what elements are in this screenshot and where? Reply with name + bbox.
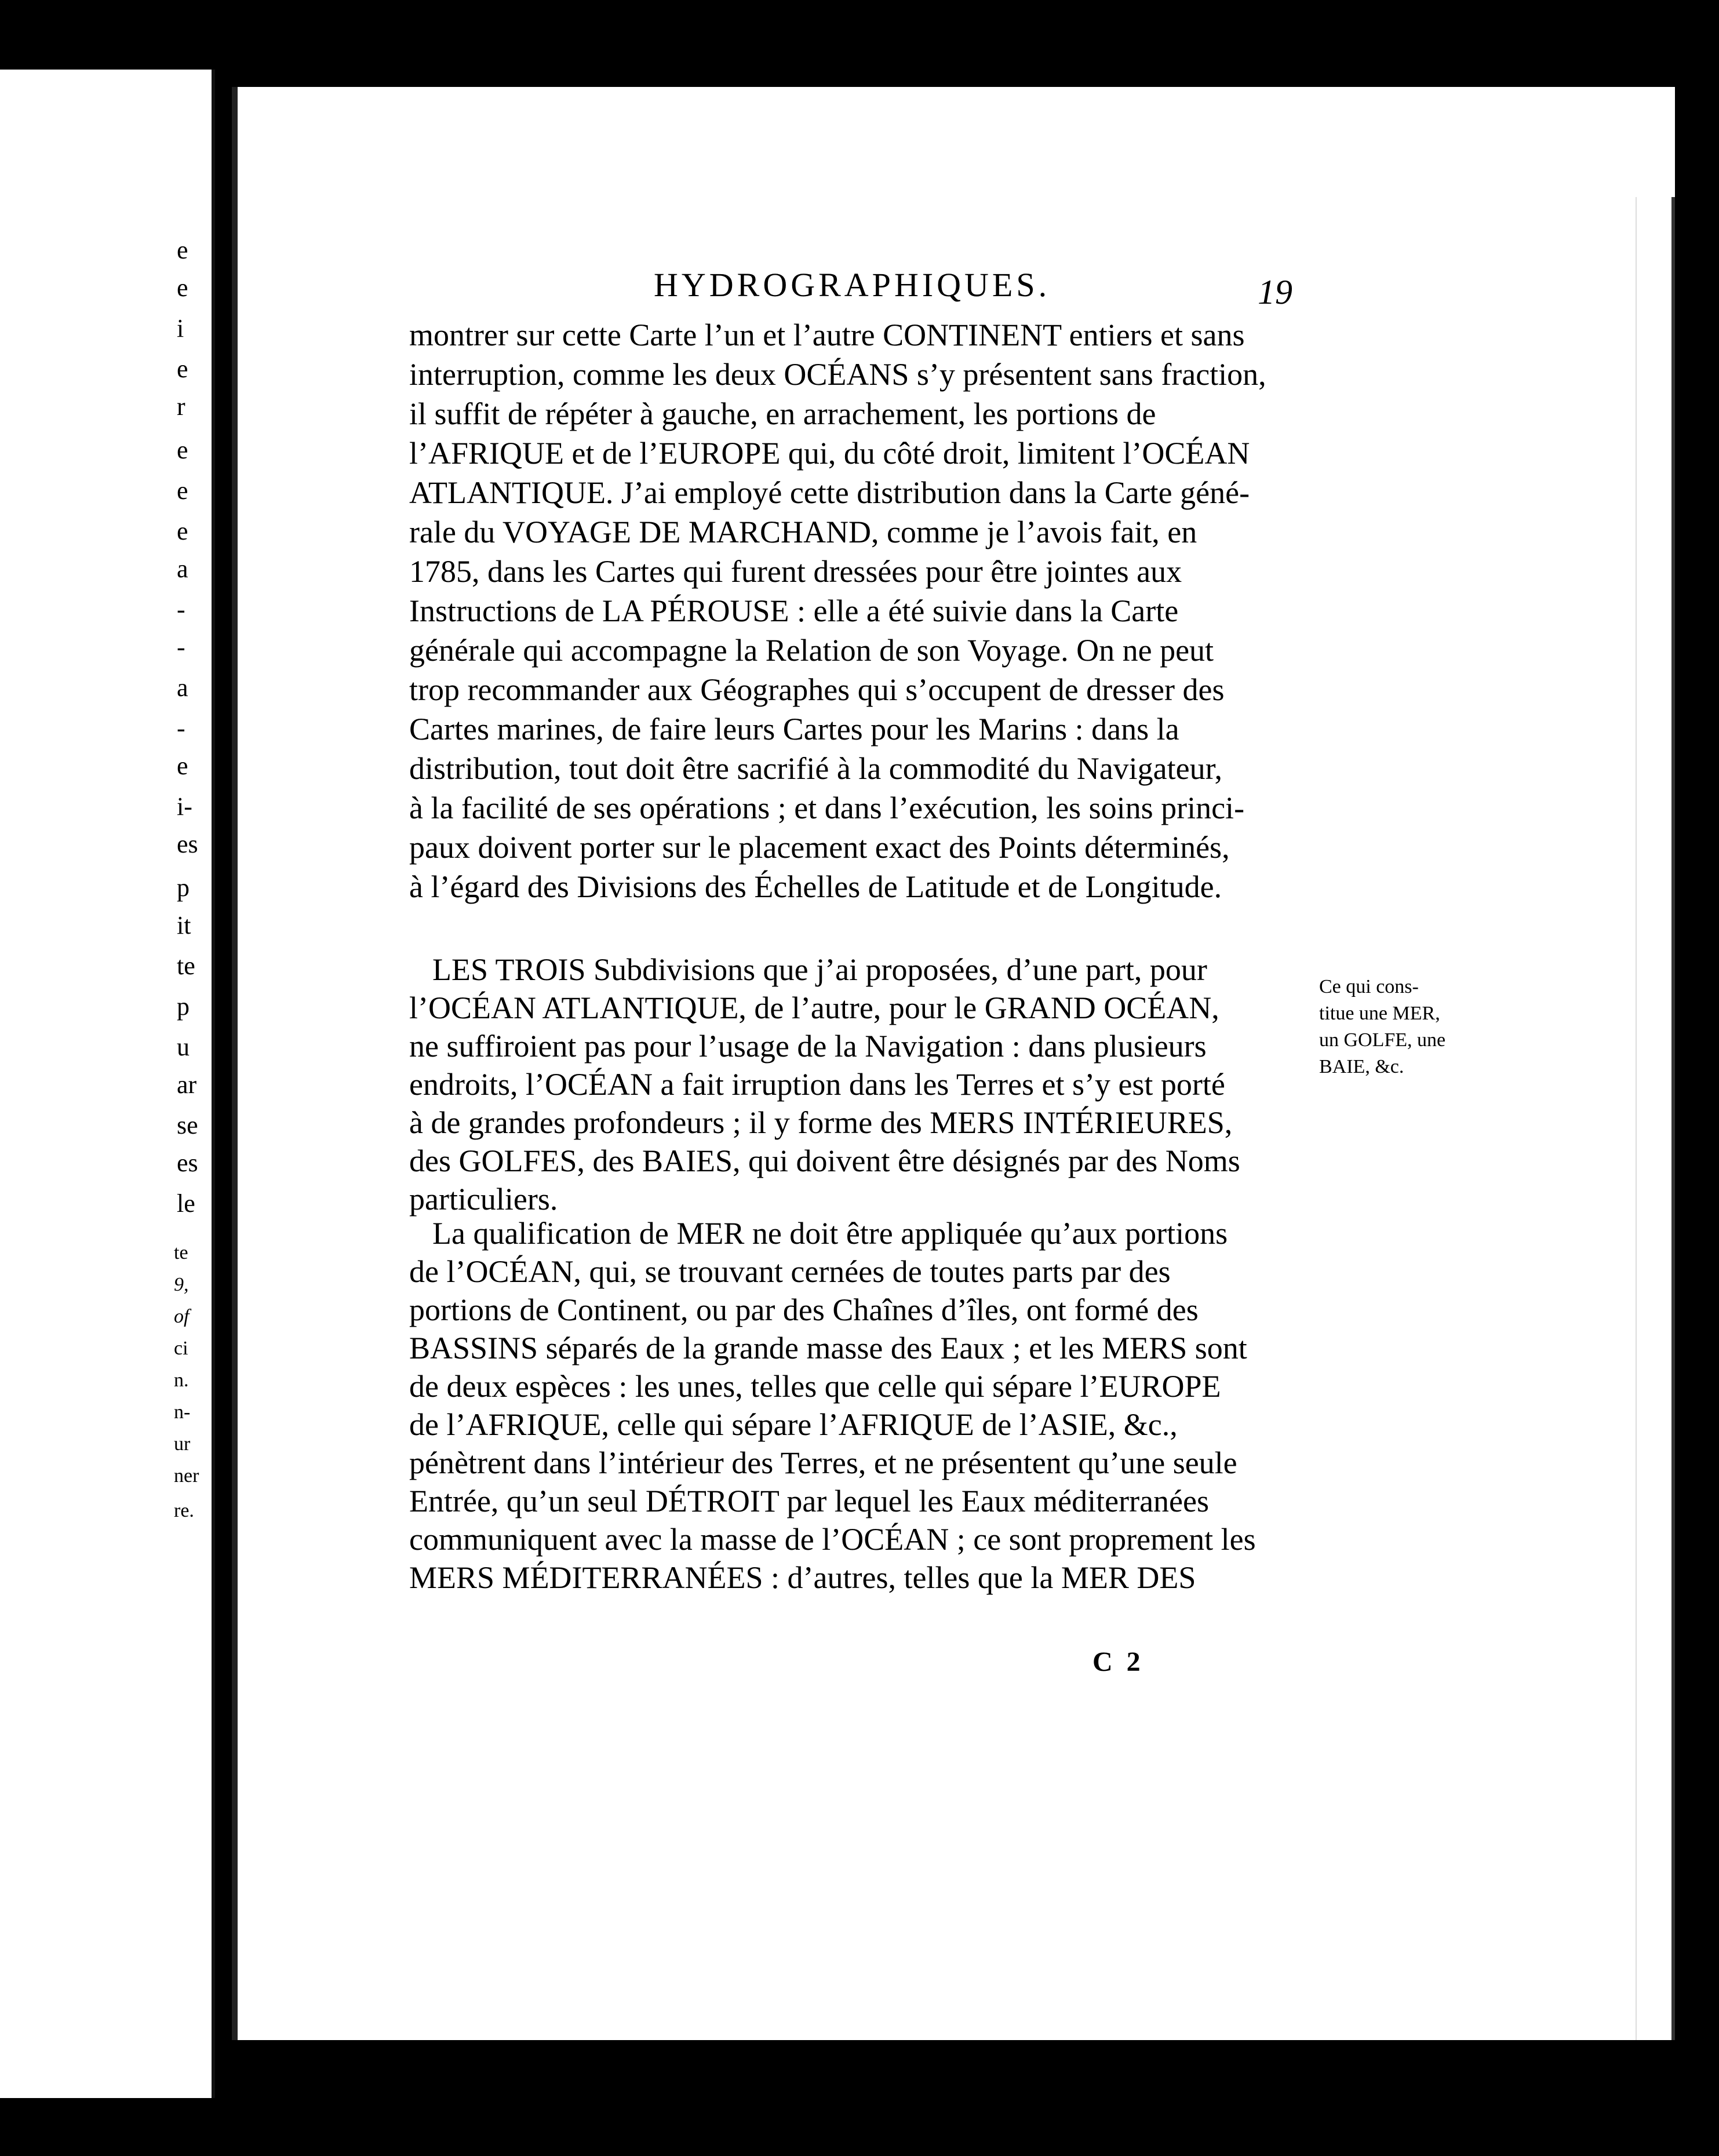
text-line: distribution, tout doit être sacrifié à la commodité du Navigateur,	[409, 751, 1222, 786]
left-page-letter: of	[174, 1306, 190, 1327]
left-page-letter: -	[177, 714, 185, 742]
left-page-letter: re.	[174, 1500, 194, 1521]
text-line: des GOLFES, des BAIES, qui doivent être désignés par des Noms	[409, 1143, 1240, 1178]
left-page-letter: a	[177, 673, 188, 702]
left-page-letter: es	[177, 830, 198, 858]
text-line: BASSINS séparés de la grande masse des Eaux ; et les MERS sont	[409, 1331, 1247, 1365]
text-line: trop recommander aux Géographes qui s’occupent de dresser des	[409, 672, 1225, 707]
text-line: interruption, comme les deux OCÉANS s’y présentent sans fraction,	[409, 357, 1266, 392]
margin-note	[1319, 974, 1493, 1080]
text-line: de l’OCÉAN, qui, se trouvant cernées de toutes parts par des	[409, 1254, 1171, 1289]
signature-mark: C 2	[1092, 1647, 1144, 1677]
margin-note-line: BAIE, &c.	[1319, 1056, 1404, 1077]
left-page-letter: se	[177, 1111, 198, 1139]
text-line: Instructions de LA PÉROUSE : elle a été suivie dans la Carte	[409, 593, 1179, 628]
text-line: LES TROIS Subdivisions que j’ai proposées, d’une part, pour	[432, 952, 1207, 987]
left-page-letter: u	[177, 1033, 190, 1061]
left-page-letter: -	[177, 633, 185, 661]
right-page	[232, 87, 1675, 2150]
text-line: endroits, l’OCÉAN a fait irruption dans les Terres et s’y est porté	[409, 1067, 1225, 1102]
text-line: l’OCÉAN ATLANTIQUE, de l’autre, pour le GRAND OCÉAN,	[409, 990, 1219, 1025]
left-page-letter: n.	[174, 1370, 189, 1391]
left-page-letter: -	[177, 595, 185, 624]
left-page-letter: it	[177, 911, 191, 939]
left-page-fragment	[0, 70, 215, 2098]
text-line: rale du VOYAGE DE MARCHAND, comme je l’avois fait, en	[409, 515, 1197, 549]
left-page-letter: e	[177, 752, 188, 780]
text-line: il suffit de répéter à gauche, en arrachement, les portions de	[409, 396, 1156, 431]
left-page-letter: p	[177, 873, 190, 902]
text-line: paux doivent porter sur le placement exact des Points déterminés,	[409, 830, 1230, 865]
left-page-letter: ur	[174, 1433, 191, 1455]
left-page-letter: 9,	[174, 1274, 189, 1295]
left-page-letter: ner	[174, 1465, 199, 1487]
margin-note-line: Ce qui cons-	[1319, 976, 1419, 997]
margin-note-line: un GOLFE, une	[1319, 1029, 1446, 1051]
text-line: Entrée, qu’un seul DÉTROIT par lequel les Eaux méditerranées	[409, 1484, 1210, 1518]
text-line: à l’égard des Divisions des Échelles de Latitude et de Longitude.	[409, 869, 1222, 904]
left-page-letter: le	[177, 1189, 195, 1218]
scan-bottom-shadow	[232, 2040, 1719, 2156]
text-line: Cartes marines, de faire leurs Cartes pour les Marins : dans la	[409, 712, 1179, 746]
left-page-letter: e	[177, 436, 188, 464]
left-page-letter: i	[177, 314, 184, 343]
text-line: l’AFRIQUE et de l’EUROPE qui, du côté droit, limitent l’OCÉAN	[409, 436, 1250, 471]
text-line: à la facilité de ses opérations ; et dans l’exécution, les soins princi-	[409, 791, 1245, 825]
text-line: particuliers.	[409, 1182, 558, 1217]
text-line: de l’AFRIQUE, celle qui sépare l’AFRIQUE de l’ASIE, &c.,	[409, 1407, 1178, 1442]
text-line: La qualification de MER ne doit être appliquée qu’aux portions	[432, 1216, 1228, 1251]
text-line: portions de Continent, ou par des Chaînes d’îles, ont formé des	[409, 1292, 1199, 1327]
left-page-letter: e	[177, 274, 188, 302]
left-page-letter: e	[177, 476, 188, 505]
text-line: MERS MÉDITERRANÉES : d’autres, telles que la MER DES	[409, 1560, 1196, 1595]
text-line: générale qui accompagne la Relation de son Voyage. On ne peut	[409, 633, 1214, 668]
left-page-letter: e	[177, 517, 188, 545]
left-page-letter: es	[177, 1149, 198, 1177]
text-line: 1785, dans les Cartes qui furent dressées pour être jointes aux	[409, 554, 1182, 589]
left-page-letter: ar	[177, 1070, 197, 1099]
page-number: 19	[1258, 273, 1292, 311]
text-line: montrer sur cette Carte l’un et l’autre CONTINENT entiers et sans	[409, 318, 1245, 352]
margin-note-line: titue une MER,	[1319, 1003, 1440, 1024]
text-line: pénètrent dans l’intérieur des Terres, et ne présentent qu’une seule	[409, 1445, 1237, 1480]
left-page-letter: e	[177, 236, 188, 264]
left-page-letter: te	[177, 952, 195, 980]
left-page-letter: p	[177, 992, 190, 1021]
left-page-letter: ci	[174, 1338, 188, 1359]
text-line: communiquent avec la masse de l’OCÉAN ; ce sont proprement les	[409, 1522, 1256, 1557]
text-line: de deux espèces : les unes, telles que celle qui sépare l’EUROPE	[409, 1369, 1221, 1404]
left-page-letter: n-	[174, 1401, 191, 1423]
text-line: ne suffiroient pas pour l’usage de la Navigation : dans plusieurs	[409, 1029, 1207, 1064]
running-title: HYDROGRAPHIQUES.	[654, 266, 1051, 304]
text-line: à de grandes profondeurs ; il y forme des MERS INTÉRIEURES,	[409, 1105, 1233, 1140]
left-page-letter: e	[177, 355, 188, 383]
left-page-letter: r	[177, 392, 185, 421]
text-line: ATLANTIQUE. J’ai employé cette distribution dans la Carte géné-	[409, 475, 1250, 510]
left-page-letter: a	[177, 555, 188, 583]
left-page-letter: te	[174, 1242, 188, 1263]
page-edge	[1636, 197, 1675, 2127]
left-page-letter: i-	[177, 792, 192, 821]
